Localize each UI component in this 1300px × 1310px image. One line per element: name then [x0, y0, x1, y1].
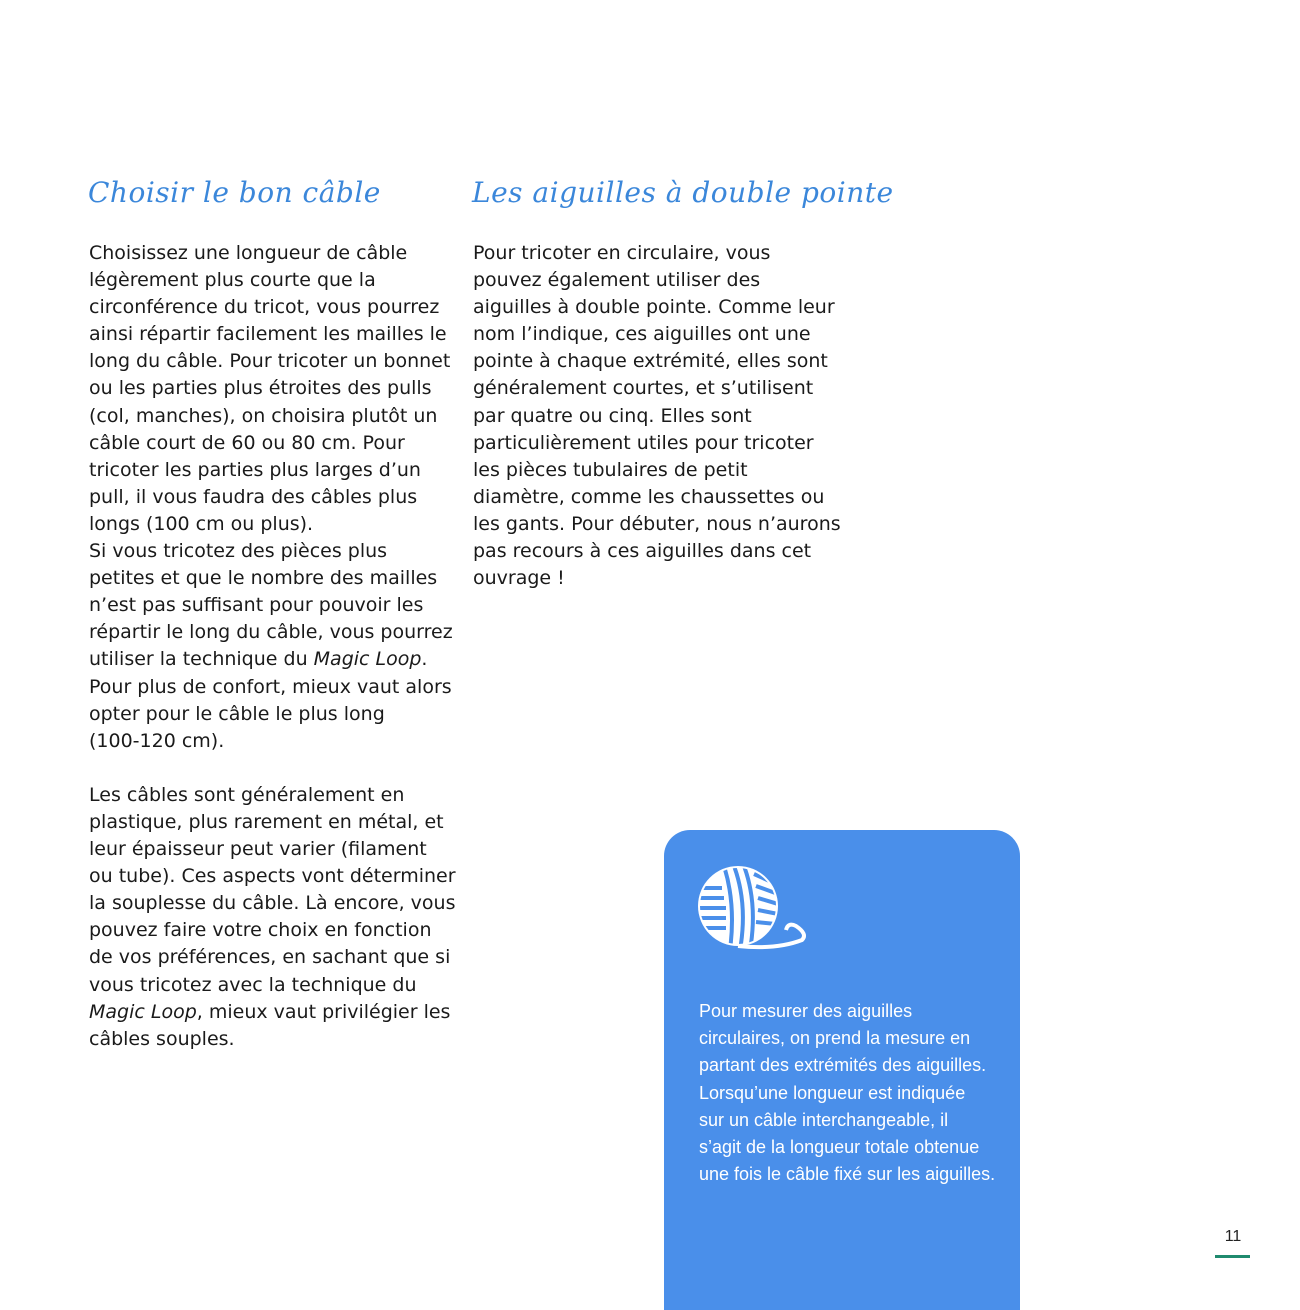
- text-line: Pour tricoter en circulaire, vous: [473, 242, 771, 264]
- text-line: [89, 646, 456, 673]
- text-line: pull, il vous faudra des câbles plus: [89, 485, 418, 508]
- text-fragment: .: [421, 648, 428, 671]
- text-fragment: utiliser la technique du: [89, 648, 314, 671]
- section-title-dpn: Les aiguilles à double pointe: [472, 176, 894, 209]
- text-line: tricoter les parties plus larges d’un: [89, 458, 421, 481]
- text-line: leur épaisseur peut varier (filament: [89, 838, 427, 861]
- text-line: les gants. Pour débuter, nous n’aurons: [473, 512, 841, 535]
- emphasis-text: Magic Loop: [89, 1000, 197, 1023]
- text-line: ainsi répartir facilement les mailles le: [89, 323, 447, 346]
- text-line: plastique, plus rarement en métal, et: [89, 810, 444, 833]
- text-line: sur un câble interchangeable, il: [699, 1109, 949, 1130]
- text-line: pouvez également utiliser des: [473, 269, 761, 292]
- text-line: généralement courtes, et s’utilisent: [473, 377, 814, 400]
- text-line: particulièrement utiles pour tricoter: [473, 431, 814, 454]
- text-line: Lorsqu’une longueur est indiquée: [699, 1082, 966, 1103]
- text-line: la souplesse du câble. Là encore, vous: [89, 892, 456, 915]
- text-line: Pour plus de confort, mieux vaut alors: [89, 675, 452, 698]
- text-line: ou tube). Ces aspects vont déterminer: [89, 865, 456, 888]
- dpn-body-text: [473, 240, 841, 592]
- section-title-cable: Choisir le bon câble: [88, 176, 381, 209]
- text-line: (100-120 cm).: [89, 729, 225, 752]
- text-line: [89, 999, 456, 1026]
- text-line: câbles souples.: [89, 1027, 235, 1050]
- text-line: pas recours à ces aiguilles dans cet: [473, 540, 812, 563]
- text-line: Pour mesurer des aiguilles: [699, 1001, 913, 1021]
- text-line: circonférence du tricot, vous pourrez: [89, 296, 440, 319]
- text-line: aiguilles à double pointe. Comme leur: [473, 296, 835, 319]
- text-line: répartir le long du câble, vous pourrez: [89, 621, 453, 644]
- text-line: opter pour le câble le plus long: [89, 702, 385, 725]
- text-line: de vos préférences, en sachant que si: [89, 946, 451, 969]
- text-line: long du câble. Pour tricoter un bonnet: [89, 350, 451, 373]
- text-line: n’est pas suffisant pour pouvoir les: [89, 594, 424, 617]
- text-line: Si vous tricotez des pièces plus: [89, 540, 388, 563]
- text-line: les pièces tubulaires de petit: [473, 458, 748, 481]
- text-line: s’agit de la longueur totale obtenue: [699, 1137, 980, 1158]
- text-line: ouvrage !: [473, 567, 565, 590]
- page-number: 11: [1224, 1228, 1242, 1245]
- text-line: légèrement plus courte que la: [89, 269, 376, 292]
- tip-text: [699, 998, 995, 1188]
- text-line: diamètre, comme les chaussettes ou: [473, 485, 825, 508]
- text-line: vous tricotez avec la technique du: [89, 973, 417, 996]
- text-line: longs (100 cm ou plus).: [89, 512, 314, 535]
- text-line: Choisissez une longueur de câble: [89, 242, 408, 264]
- emphasis-text: Magic Loop: [313, 648, 422, 671]
- text-line: une fois le câble fixé sur les aiguilles.: [699, 1164, 996, 1185]
- text-line: pouvez faire votre choix en fonction: [89, 919, 432, 942]
- text-line: petites et que le nombre des mailles: [89, 567, 438, 590]
- text-line: Les câbles sont généralement en: [89, 783, 405, 806]
- text-line: circulaires, on prend la mesure en: [699, 1028, 971, 1049]
- text-line: par quatre ou cinq. Elles sont: [473, 404, 752, 427]
- text-line: partant des extrémités des aiguilles.: [699, 1055, 987, 1076]
- text-line: ou les parties plus étroites des pulls: [89, 377, 432, 400]
- text-fragment: , mieux vaut privilégier les: [196, 1000, 451, 1023]
- text-line: câble court de 60 ou 80 cm. Pour: [89, 431, 405, 454]
- text-line: pointe à chaque extrémité, elles sont: [473, 350, 828, 373]
- yarn-ball-icon: [696, 864, 808, 950]
- page-number-underline: [1215, 1255, 1250, 1258]
- cable-body-text: [89, 240, 456, 1053]
- text-line: nom l’indique, ces aiguilles ont une: [473, 323, 811, 346]
- tip-box: [664, 830, 1020, 1310]
- text-line: (col, manches), on choisira plutôt un: [89, 404, 438, 427]
- paragraph-gap: [89, 755, 456, 782]
